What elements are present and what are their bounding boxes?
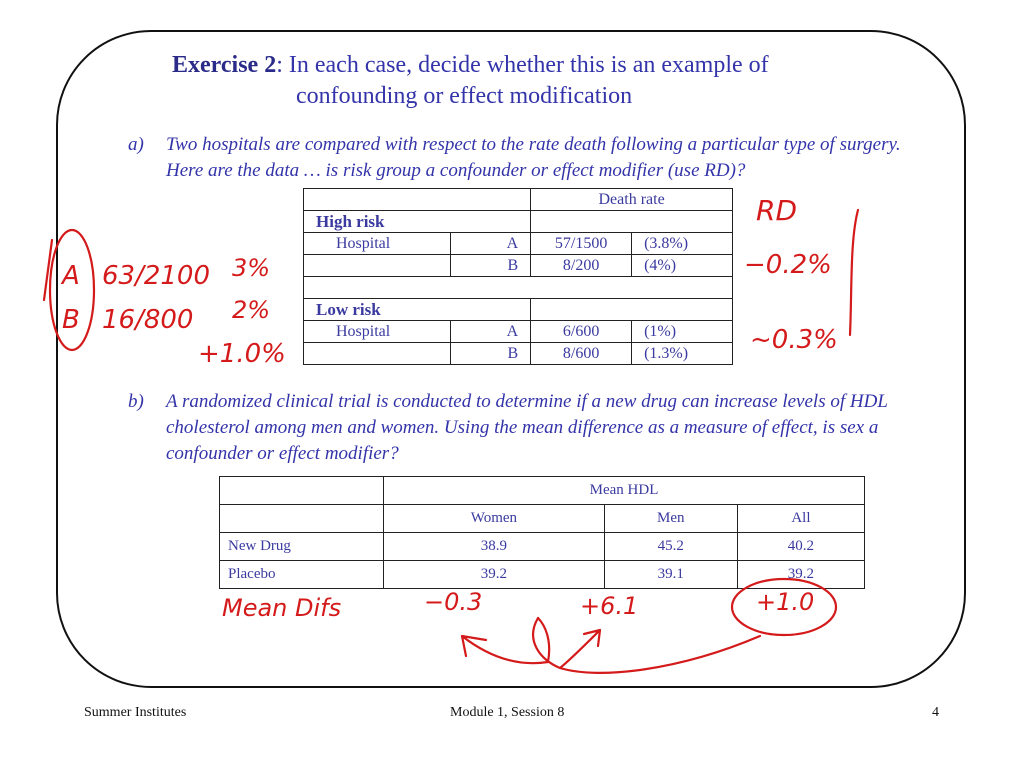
question-b-marker: b) [128,391,144,412]
column-header-men: Men [604,505,737,533]
group-label-low-risk: Low risk [304,299,531,321]
table-row [304,277,733,299]
annotation-mean-dif-men: +6.1 [580,592,639,620]
annotation-mean-dif-all: +1.0 [756,588,815,616]
annotation-crude-a-pct: 3% [232,254,271,282]
group-label-high-risk: High risk [304,211,531,233]
annotation-high-risk-rd: −0.2% [744,250,832,280]
row-label-new-drug: New Drug [220,533,384,561]
hospital-label: Hospital [304,321,451,343]
table-row [220,561,865,589]
title-line1: : In each case, decide whether this is an example of [276,52,769,78]
title-exercise-label: Exercise 2 [172,52,277,78]
table-row [304,299,733,321]
slide-title [172,50,872,112]
annotation-hospital-a: A [62,261,80,291]
question-b [128,389,928,467]
annotation-crude-b: 16/800 [102,305,194,335]
annotation-tick [44,240,52,300]
death-pct: (1.3%) [632,343,733,365]
death-ratio: 8/600 [531,343,632,365]
hospital-id: B [450,343,531,365]
table-row [304,189,733,211]
question-a [128,132,928,184]
question-a-marker: a) [128,134,144,155]
footer-institution: Summer Institutes [84,705,187,720]
hospital-id: B [450,255,531,277]
annotation-crude-a: 63/2100 [102,261,211,291]
table-row [220,533,865,561]
title-line2: confounding or effect modification [296,83,633,109]
table-row [220,477,865,505]
hdl-value: 40.2 [737,533,864,561]
annotation-low-risk-rd: ~0.3% [750,325,838,355]
death-rate-table [303,188,733,365]
question-b-text: A randomized clinical trial is conducted to determine if a new drug can increase levels of HDL cholesterol among men and women. Using the mean difference as a measure of effect, is sex a confounder or effect modifier? [166,391,888,464]
death-pct: (1%) [632,321,733,343]
table-row [304,255,733,277]
hdl-value: 39.2 [384,561,605,589]
hospital-id: A [450,321,531,343]
hdl-value: 45.2 [604,533,737,561]
hdl-value: 38.9 [384,533,605,561]
death-ratio: 8/200 [531,255,632,277]
death-pct: (4%) [632,255,733,277]
column-header-all: All [737,505,864,533]
hdl-value: 39.2 [737,561,864,589]
table-row [304,233,733,255]
table-row [304,343,733,365]
death-ratio: 57/1500 [531,233,632,255]
table-row [304,321,733,343]
death-rate-header: Death rate [531,189,733,211]
death-pct: (3.8%) [632,233,733,255]
annotation-mean-dif-women: −0.3 [424,588,483,616]
hospital-label: Hospital [304,233,451,255]
mean-hdl-table [219,476,865,589]
question-a-text: Two hospitals are compared with respect to the rate death following a particular type of surgery. Here are the data … is risk group a confounder or effect modifier (use RD)? [166,134,901,181]
hospital-id: A [450,233,531,255]
death-ratio: 6/600 [531,321,632,343]
annotation-mean-difs-label: Mean Difs [222,594,342,622]
row-label-placebo: Placebo [220,561,384,589]
column-header-women: Women [384,505,605,533]
annotation-crude-rd: +1.0% [198,339,286,369]
mean-hdl-header: Mean HDL [384,477,865,505]
annotation-rd: RD [756,194,798,227]
table-row [304,211,733,233]
table-row [220,505,865,533]
footer-session: Module 1, Session 8 [450,705,565,720]
hdl-value: 39.1 [604,561,737,589]
annotation-hospital-b: B [62,305,80,335]
annotation-crude-b-pct: 2% [232,296,271,324]
page-number: 4 [932,705,939,720]
